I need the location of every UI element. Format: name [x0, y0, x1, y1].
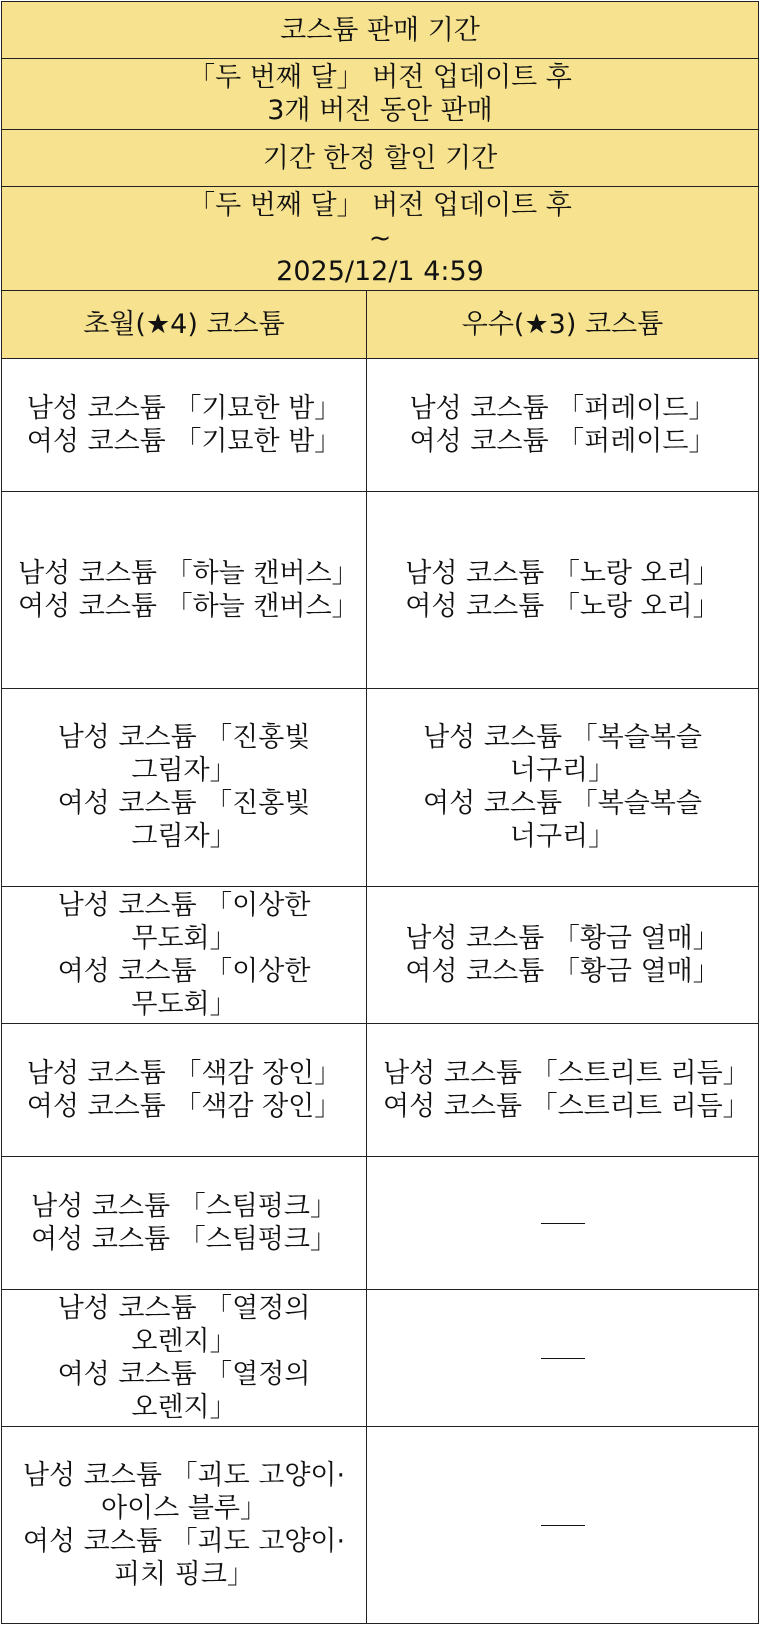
costume-name: 남성 코스튬 「스팀펑크」: [31, 1190, 337, 1222]
empty-dash: [541, 1358, 585, 1359]
costume-name: 여성 코스튬 「열정의 오렌지」: [57, 1358, 311, 1423]
sale-period-heading-row: [2, 2, 759, 59]
costume-cell-excellent: [367, 1156, 759, 1289]
costume-sale-table: [1, 1, 759, 1624]
costume-name: 남성 코스튬 「열정의 오렌지」: [57, 1292, 311, 1357]
costume-name: 여성 코스튬 「퍼레이드」: [409, 426, 716, 458]
discount-period-heading-row: [2, 130, 759, 187]
costume-name: 남성 코스튬 「이상한 무도회」: [57, 889, 311, 954]
discount-period-detail: [2, 187, 759, 291]
costume-name: 여성 코스튬 「복슬복슬 너구리」: [423, 788, 702, 853]
costume-cell-excellent: [367, 886, 759, 1023]
costume-row: [2, 689, 759, 886]
costume-name: 남성 코스튬 「괴도 고양이·아이스 블루」: [22, 1459, 346, 1524]
costume-name: 남성 코스튬 「황금 열매」: [405, 922, 720, 954]
costume-name: 여성 코스튬 「노랑 오리」: [405, 591, 720, 623]
costume-name: 남성 코스튬 「기묘한 밤」: [26, 393, 342, 425]
costume-name: 남성 코스튬 「스트리트 리듬」: [383, 1057, 750, 1089]
discount-period-line: 2025/12/1 4:59: [276, 256, 484, 288]
discount-period-detail-row: [2, 187, 759, 291]
costume-cell-excellent: [367, 492, 759, 689]
costume-row: [2, 886, 759, 1023]
costume-cell-excellent: [367, 1426, 759, 1623]
costume-row: [2, 1289, 759, 1426]
costume-name: 여성 코스튬 「이상한 무도회」: [57, 955, 311, 1020]
costume-name: 남성 코스튬 「노랑 오리」: [405, 558, 720, 590]
column-header-legendary: 초월(★4) 코스튬: [2, 291, 367, 359]
costume-name: 여성 코스튬 「진홍빛 그림자」: [57, 788, 311, 853]
costume-row: [2, 1023, 759, 1156]
costume-cell-legendary: [2, 1156, 367, 1289]
costume-name: 남성 코스튬 「진홍빛 그림자」: [57, 722, 311, 787]
costume-name: 여성 코스튬 「색감 장인」: [26, 1090, 342, 1122]
costume-cell-legendary: [2, 689, 367, 886]
costume-name: 남성 코스튬 「퍼레이드」: [409, 393, 716, 425]
discount-period-line: ~: [368, 223, 392, 255]
costume-sale-table-container: [1, 1, 758, 1624]
sale-period-detail: [2, 59, 759, 130]
column-header-excellent: 우수(★3) 코스튬: [367, 291, 759, 359]
costume-name: 남성 코스튬 「복슬복슬 너구리」: [423, 722, 702, 787]
costume-row: [2, 359, 759, 492]
column-header-row: [2, 291, 759, 359]
costume-name: 남성 코스튬 「색감 장인」: [26, 1057, 342, 1089]
costume-row: [2, 1156, 759, 1289]
costume-cell-legendary: [2, 886, 367, 1023]
sale-period-detail-row: [2, 59, 759, 130]
discount-period-line: 「두 번째 달」 버전 업데이트 후: [188, 190, 572, 222]
costume-name: 여성 코스튬 「괴도 고양이·피치 핑크」: [22, 1525, 346, 1590]
costume-name: 여성 코스튬 「황금 열매」: [405, 955, 720, 987]
costume-row: [2, 492, 759, 689]
costume-name: 여성 코스튬 「기묘한 밤」: [26, 426, 342, 458]
sale-period-line: 3개 버전 동안 판매: [267, 95, 493, 127]
costume-cell-legendary: [2, 359, 367, 492]
empty-dash: [541, 1525, 585, 1526]
costume-cell-excellent: [367, 689, 759, 886]
costume-cell-excellent: [367, 1023, 759, 1156]
costume-name: 여성 코스튬 「하늘 캔버스」: [18, 591, 359, 623]
empty-dash: [541, 1223, 585, 1224]
costume-cell-excellent: [367, 359, 759, 492]
discount-period-heading: 기간 한정 할인 기간: [2, 130, 759, 187]
costume-rows: [2, 359, 759, 1624]
costume-name: 여성 코스튬 「스팀펑크」: [31, 1223, 337, 1255]
costume-cell-legendary: [2, 1023, 367, 1156]
costume-cell-legendary: [2, 1426, 367, 1623]
sale-period-heading: 코스튬 판매 기간: [2, 2, 759, 59]
sale-period-line: 「두 번째 달」 버전 업데이트 후: [188, 62, 572, 94]
costume-cell-excellent: [367, 1289, 759, 1426]
costume-cell-legendary: [2, 1289, 367, 1426]
costume-row: [2, 1426, 759, 1623]
costume-cell-legendary: [2, 492, 367, 689]
costume-name: 여성 코스튬 「스트리트 리듬」: [383, 1090, 750, 1122]
costume-name: 남성 코스튬 「하늘 캔버스」: [18, 558, 359, 590]
